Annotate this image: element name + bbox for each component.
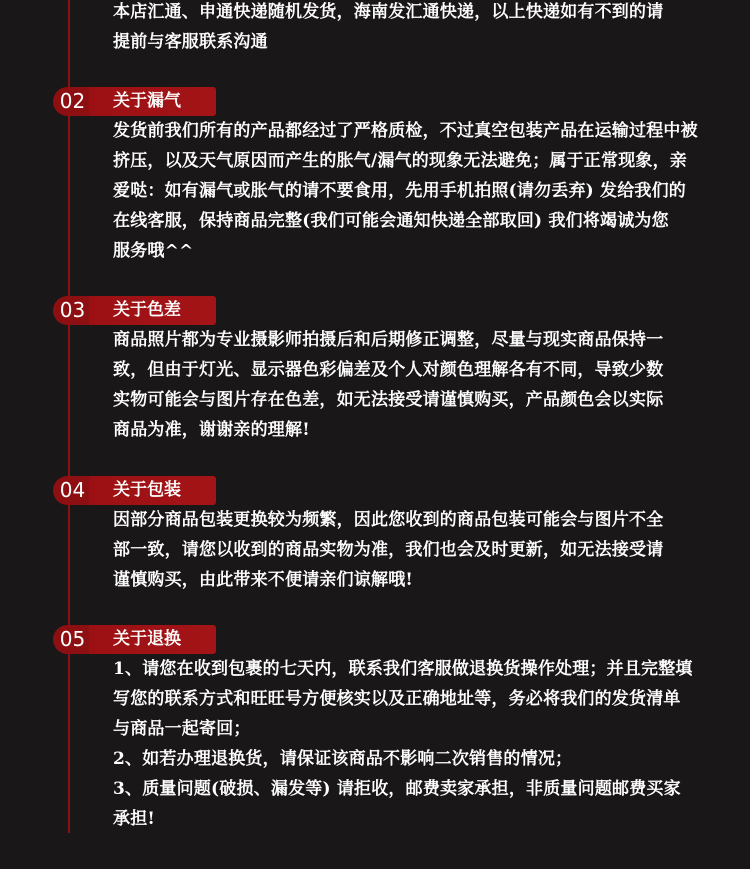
section-number: 04 xyxy=(53,476,89,505)
body-line: 承担! xyxy=(113,809,156,829)
timeline-line xyxy=(68,0,70,833)
intro-line: 提前与客服联系沟通 xyxy=(113,32,268,52)
body-line: 挤压，以及天气原因而产生的胀气/漏气的现象无法避免；属于正常现象，亲 xyxy=(113,151,688,171)
section-number: 05 xyxy=(53,625,89,654)
body-line: 在线客服，保持商品完整(我们可能会通知快递全部取回) 我们将竭诚为您 xyxy=(113,211,669,231)
body-line: 实物可能会与图片存在色差，如无法接受请谨慎购买，产品颜色会以实际 xyxy=(113,390,664,410)
section-body xyxy=(113,654,713,834)
body-line: 因部分商品包装更换较为频繁，因此您收到的商品包装可能会与图片不全 xyxy=(113,510,664,530)
body-line: 爱哒：如有漏气或胀气的请不要食用，先用手机拍照(请勿丢弃) 发给我们的 xyxy=(113,181,687,201)
body-line: 发货前我们所有的产品都经过了严格质检，不过真空包装产品在运输过程中被 xyxy=(113,121,698,141)
section-body xyxy=(113,116,713,266)
body-line: 服务哦^^ xyxy=(113,241,194,261)
section-number: 03 xyxy=(53,296,89,325)
section-body xyxy=(113,505,713,595)
section-badge xyxy=(53,625,216,654)
body-line: 部一致，请您以收到的商品实物为准，我们也会及时更新，如无法接受请 xyxy=(113,540,664,560)
body-line: 谨慎购买，由此带来不便请亲们谅解哦! xyxy=(113,570,414,590)
section-badge xyxy=(53,87,216,116)
body-line: 2、如若办理退换货，请保证该商品不影响二次销售的情况； xyxy=(113,749,573,769)
section-title: 关于退换 xyxy=(113,629,181,649)
body-line: 商品为准，谢谢亲的理解! xyxy=(113,420,310,440)
section-body xyxy=(113,325,713,445)
body-line: 写您的联系方式和旺旺号方便核实以及正确地址等，务必将我们的发货清单 xyxy=(113,689,681,709)
section-number: 02 xyxy=(53,87,89,116)
intro-text xyxy=(113,0,713,57)
section-badge xyxy=(53,296,216,325)
section-title: 关于包装 xyxy=(113,480,181,500)
body-line: 1、请您在收到包裹的七天内，联系我们客服做退换货操作处理；并且完整填 xyxy=(113,659,693,679)
body-line: 与商品一起寄回； xyxy=(113,719,251,739)
section-badge xyxy=(53,476,216,505)
body-line: 致，但由于灯光、显示器色彩偏差及个人对颜色理解各有不同，导致少数 xyxy=(113,360,664,380)
section-title: 关于色差 xyxy=(113,300,181,320)
body-line: 3、质量问题(破损、漏发等) 请拒收，邮费卖家承担，非质量问题邮费买家 xyxy=(113,779,681,799)
intro-line: 本店汇通、申通快递随机发货，海南发汇通快递，以上快递如有不到的请 xyxy=(113,2,664,22)
section-title: 关于漏气 xyxy=(113,91,181,111)
body-line: 商品照片都为专业摄影师拍摄后和后期修正调整，尽量与现实商品保持一 xyxy=(113,330,664,350)
